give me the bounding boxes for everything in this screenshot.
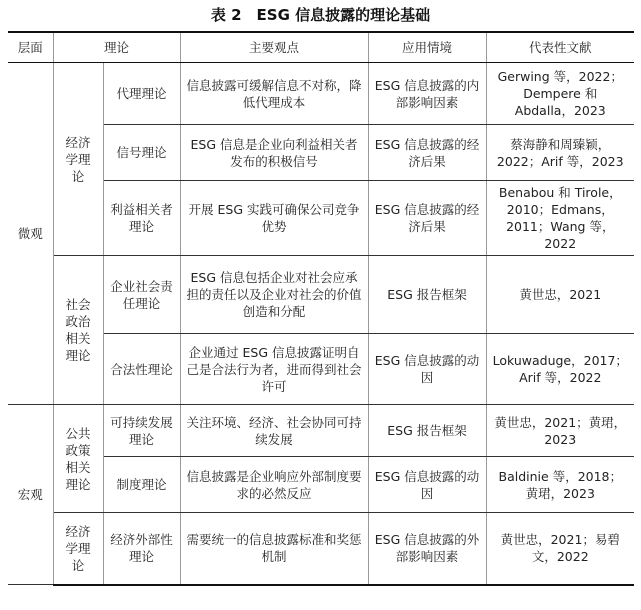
theory-cell: 经济外部性理论 xyxy=(103,513,180,585)
header-level: 层面 xyxy=(8,32,53,63)
context-cell: ESG 信息披露的内部影响因素 xyxy=(368,63,486,125)
refs-cell: Gerwing 等，2022；Dempere 和 Abdalla，2023 xyxy=(486,63,634,125)
theory-cell: 企业社会责任理论 xyxy=(103,256,180,334)
group-social-political: 社会政治相关理论 xyxy=(53,256,103,405)
context-cell: ESG 信息披露的经济后果 xyxy=(368,181,486,256)
table-header-row xyxy=(8,32,634,63)
table-row xyxy=(8,405,634,457)
table-title: 表 2 ESG 信息披露的理论基础 xyxy=(210,6,431,24)
view-cell: 信息披露可缓解信息不对称，降低代理成本 xyxy=(180,63,368,125)
level-micro: 微观 xyxy=(8,63,53,405)
view-cell: ESG 信息包括企业对社会应承担的责任以及企业对社会的价值创造和分配 xyxy=(180,256,368,334)
view-cell: 信息披露是企业响应外部制度要求的必然反应 xyxy=(180,457,368,513)
refs-cell: Baldinie 等，2018；黄珺，2023 xyxy=(486,457,634,513)
header-main-view: 主要观点 xyxy=(180,32,368,63)
context-cell: ESG 报告框架 xyxy=(368,256,486,334)
view-cell: 开展 ESG 实践可确保公司竞争优势 xyxy=(180,181,368,256)
view-cell: 关注环境、经济、社会协同可持续发展 xyxy=(180,405,368,457)
level-macro: 宏观 xyxy=(8,405,53,585)
context-cell: ESG 信息披露的外部影响因素 xyxy=(368,513,486,585)
theory-cell: 信号理论 xyxy=(103,125,180,181)
view-cell: ESG 信息是企业向利益相关者发布的积极信号 xyxy=(180,125,368,181)
theory-cell: 合法性理论 xyxy=(103,334,180,405)
context-cell: ESG 信息披露的动因 xyxy=(368,334,486,405)
table-row xyxy=(8,513,634,585)
theory-cell: 利益相关者理论 xyxy=(103,181,180,256)
header-context: 应用情境 xyxy=(368,32,486,63)
refs-cell: 黄世忠，2021 xyxy=(486,256,634,334)
context-cell: ESG 信息披露的动因 xyxy=(368,457,486,513)
header-references: 代表性文献 xyxy=(486,32,634,63)
context-cell: ESG 信息披露的经济后果 xyxy=(368,125,486,181)
theory-table xyxy=(8,31,634,586)
group-public-policy: 公共政策相关理论 xyxy=(53,405,103,513)
context-cell: ESG 报告框架 xyxy=(368,405,486,457)
group-economics-macro: 经济学理论 xyxy=(53,513,103,585)
group-economics: 经济学理论 xyxy=(53,63,103,256)
refs-cell: 黄世忠，2021；易碧文，2022 xyxy=(486,513,634,585)
theory-cell: 可持续发展理论 xyxy=(103,405,180,457)
table-row xyxy=(8,256,634,334)
refs-cell: 蔡海静和周臻颖，2022；Arif 等，2023 xyxy=(486,125,634,181)
refs-cell: Benabou 和 Tirole，2010；Edmans，2011；Wang 等，2022 xyxy=(486,181,634,256)
refs-cell: 黄世忠，2021；黄珺，2023 xyxy=(486,405,634,457)
theory-cell: 代理理论 xyxy=(103,63,180,125)
table-row xyxy=(8,63,634,125)
refs-cell: Lokuwaduge，2017；Arif 等，2022 xyxy=(486,334,634,405)
view-cell: 企业通过 ESG 信息披露证明自己是合法行为者，进而得到社会许可 xyxy=(180,334,368,405)
theory-cell: 制度理论 xyxy=(103,457,180,513)
view-cell: 需要统一的信息披露标准和奖惩机制 xyxy=(180,513,368,585)
header-theory: 理论 xyxy=(53,32,180,63)
